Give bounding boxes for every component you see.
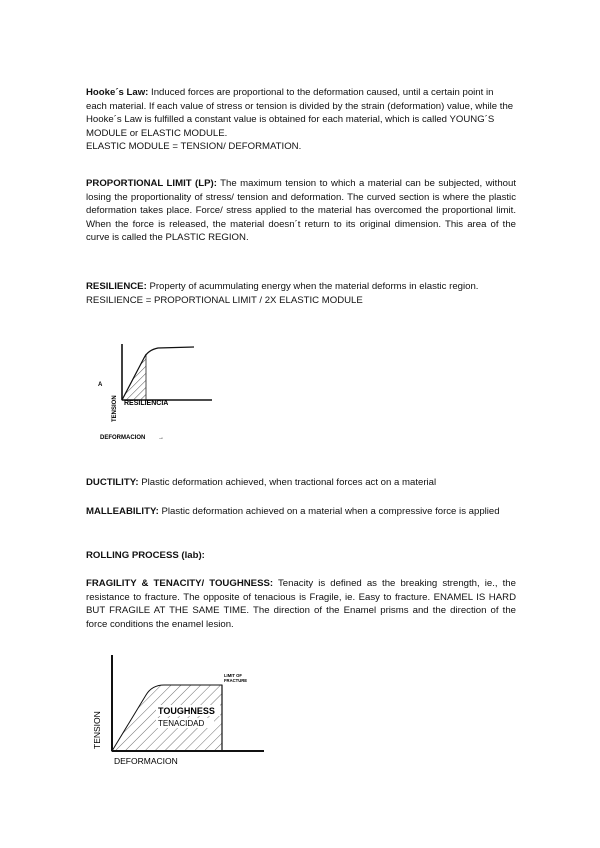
deformacion-axis-label: DEFORMACION <box>114 756 178 766</box>
elastic-module-formula: ELASTIC MODULE = TENSION/ DEFORMATION. <box>86 141 302 153</box>
ductility-text: Plastic deformation achieved, when tractional forces act on a material <box>138 477 437 488</box>
x-arrow: → <box>158 435 164 441</box>
resilience-paragraph <box>86 280 516 307</box>
deformacion-axis-label: DEFORMACION <box>100 435 146 441</box>
fragility-text: Tenacity is defined as the breaking strength, ie., the resistance to fracture. The opposite of tenacious is Fragile, ie. Easy to fracture. ENAMEL IS HARD BUT FRAGILE AT THE SAME TIME. The direction of the Enamel prisms and the direction of the force conditions the enamel lesion. <box>86 578 516 630</box>
fragility-paragraph <box>86 577 516 631</box>
tension-axis-label: TENSION <box>92 711 102 749</box>
toughness-label: TOUGHNESS <box>158 706 215 716</box>
y-marker-label: A <box>98 382 103 388</box>
malleability-text: Plastic deformation achieved on a material when a compressive force is applied <box>158 506 500 517</box>
proportional-limit-heading: PROPORTIONAL LIMIT (LP): <box>86 178 217 189</box>
ductility-heading: DUCTILITY: <box>86 477 139 488</box>
malleability-paragraph <box>86 505 516 519</box>
proportional-limit-paragraph <box>86 177 516 245</box>
fragility-heading: FRAGILITY & TENACITY/ TOUGHNESS: <box>86 578 274 589</box>
hooke-law-text: Induced forces are proportional to the deformation caused, until a certain point in each material. If each value of stress or tension is divided by the strain (deformation) value, while the Hooke´s Law is fulfilled a constant value is obtained for each material, which is called YOUNG´S MODULE or ELASTIC MODULE. <box>86 87 514 139</box>
malleability-heading: MALLEABILITY: <box>86 506 159 517</box>
rolling-process-paragraph <box>86 549 516 563</box>
resilience-formula: RESILIENCE = PROPORTIONAL LIMIT / 2X ELASTIC MODULE <box>86 294 363 306</box>
tenacidad-label: TENACIDAD <box>158 719 205 728</box>
resilience-text: Property of acummulating energy when the material deforms in elastic region. <box>146 281 479 292</box>
resilience-heading: RESILIENCE: <box>86 281 147 292</box>
tension-axis-label: TENSION <box>112 395 118 422</box>
limit-of-fracture-label-1: LIMIT OF <box>224 673 242 678</box>
proportional-limit-text: The maximum tension to which a material can be subjected, without losing the proportionality of stress/ tension and deformation. The curved section is where the plastic deformation takes place. Force/ stress applied to the material has overcomed the proportional limit. When the force is released, the material doesn´t return to its original dimension. This area of the curve is called the PLASTIC REGION. <box>86 178 516 244</box>
limit-of-fracture-label-2: FRACTURE <box>224 678 248 683</box>
hooke-law-heading: Hooke´s Law: <box>86 87 149 98</box>
resilience-diagram <box>94 340 214 448</box>
ductility-paragraph <box>86 476 516 490</box>
hooke-law-paragraph <box>86 86 516 154</box>
toughness-diagram <box>86 651 266 769</box>
rolling-process-heading: ROLLING PROCESS (lab): <box>86 550 205 561</box>
resiliencia-label: RESILIENCIA <box>124 400 169 407</box>
